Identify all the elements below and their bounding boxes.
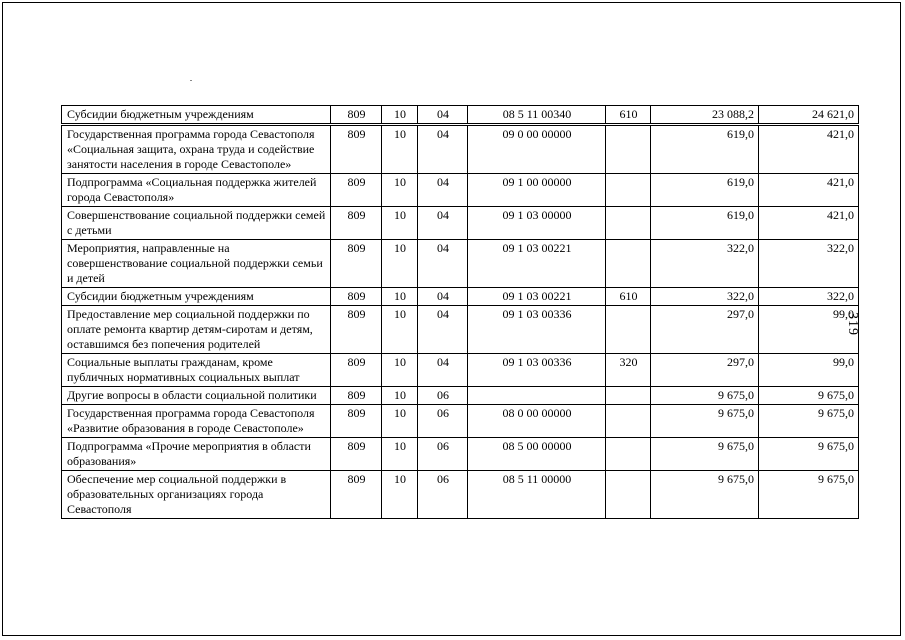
expense-type-code — [606, 387, 651, 405]
row-name: Субсидии бюджетным учреждениям — [62, 288, 331, 306]
target-article-code: 08 5 11 00000 — [468, 471, 606, 519]
target-article-code: 09 1 03 00221 — [468, 240, 606, 288]
subsection-code: 04 — [418, 306, 468, 354]
amount-year-2: 421,0 — [759, 125, 859, 174]
target-article-code: 09 0 00 00000 — [468, 125, 606, 174]
expense-type-code: 610 — [606, 288, 651, 306]
ministry-code: 809 — [331, 106, 382, 125]
amount-year-1: 9 675,0 — [651, 405, 759, 438]
subsection-code: 04 — [418, 106, 468, 125]
target-article-code: 09 1 00 00000 — [468, 174, 606, 207]
section-code: 10 — [382, 387, 418, 405]
amount-year-2: 322,0 — [759, 240, 859, 288]
amount-year-1: 297,0 — [651, 354, 759, 387]
subsection-code: 04 — [418, 207, 468, 240]
subsection-code: 06 — [418, 438, 468, 471]
subsection-code: 04 — [418, 125, 468, 174]
section-code: 10 — [382, 288, 418, 306]
table-row — [62, 306, 859, 354]
row-name: Предоставление мер социальной поддержки по оплате ремонта квартир детям-сиротам и детям, оставшимся без попечения родителей — [62, 306, 331, 354]
amount-year-2: 24 621,0 — [759, 106, 859, 125]
subsection-code: 04 — [418, 354, 468, 387]
expense-type-code — [606, 438, 651, 471]
row-name: Социальные выплаты гражданам, кроме публичных нормативных социальных выплат — [62, 354, 331, 387]
amount-year-1: 322,0 — [651, 240, 759, 288]
ministry-code: 809 — [331, 207, 382, 240]
subsection-code: 06 — [418, 405, 468, 438]
table-row — [62, 387, 859, 405]
row-name: Подпрограмма «Прочие мероприятия в области образования» — [62, 438, 331, 471]
subsection-code: 06 — [418, 471, 468, 519]
section-code: 10 — [382, 471, 418, 519]
amount-year-1: 619,0 — [651, 125, 759, 174]
section-code: 10 — [382, 438, 418, 471]
table-row — [62, 174, 859, 207]
section-code: 10 — [382, 240, 418, 288]
row-name: Другие вопросы в области социальной политики — [62, 387, 331, 405]
amount-year-1: 619,0 — [651, 174, 759, 207]
amount-year-2: 421,0 — [759, 207, 859, 240]
target-article-code: 09 1 03 00221 — [468, 288, 606, 306]
ministry-code: 809 — [331, 354, 382, 387]
page-number: 319 — [845, 312, 860, 336]
section-code: 10 — [382, 174, 418, 207]
section-code: 10 — [382, 106, 418, 125]
expense-type-code — [606, 125, 651, 174]
subsection-code: 04 — [418, 174, 468, 207]
amount-year-2: 9 675,0 — [759, 405, 859, 438]
table-row — [62, 240, 859, 288]
amount-year-2: 9 675,0 — [759, 471, 859, 519]
ministry-code: 809 — [331, 240, 382, 288]
expense-type-code — [606, 306, 651, 354]
ministry-code: 809 — [331, 288, 382, 306]
target-article-code: 08 5 00 00000 — [468, 438, 606, 471]
target-article-code: 09 1 03 00336 — [468, 354, 606, 387]
ministry-code: 809 — [331, 306, 382, 354]
row-name: Мероприятия, направленные на совершенствование социальной поддержки семьи и детей — [62, 240, 331, 288]
amount-year-2: 99,0 — [759, 354, 859, 387]
table-row — [62, 405, 859, 438]
table-row — [62, 354, 859, 387]
target-article-code — [468, 387, 606, 405]
table-row — [62, 288, 859, 306]
table-row — [62, 471, 859, 519]
budget-table-body — [62, 106, 859, 519]
amount-year-1: 23 088,2 — [651, 106, 759, 125]
table-row — [62, 438, 859, 471]
amount-year-1: 9 675,0 — [651, 471, 759, 519]
section-code: 10 — [382, 405, 418, 438]
amount-year-2: 421,0 — [759, 174, 859, 207]
subsection-code: 04 — [418, 240, 468, 288]
amount-year-1: 9 675,0 — [651, 387, 759, 405]
row-name: Обеспечение мер социальной поддержки в образовательных организациях города Севастополя — [62, 471, 331, 519]
amount-year-1: 297,0 — [651, 306, 759, 354]
expense-type-code — [606, 240, 651, 288]
row-name: Совершенствование социальной поддержки семей с детьми — [62, 207, 331, 240]
expense-type-code — [606, 405, 651, 438]
row-name: Государственная программа города Севастополя «Социальная защита, охрана труда и содействие занятости населения в городе Севастополе» — [62, 125, 331, 174]
ministry-code: 809 — [331, 471, 382, 519]
amount-year-2: 9 675,0 — [759, 387, 859, 405]
amount-year-2: 99,0 — [759, 306, 859, 354]
budget-table — [61, 105, 859, 519]
section-code: 10 — [382, 354, 418, 387]
expense-type-code: 320 — [606, 354, 651, 387]
target-article-code: 08 0 00 00000 — [468, 405, 606, 438]
row-name: Подпрограмма «Социальная поддержка жителей города Севастополя» — [62, 174, 331, 207]
subsection-code: 06 — [418, 387, 468, 405]
target-article-code: 09 1 03 00336 — [468, 306, 606, 354]
amount-year-2: 322,0 — [759, 288, 859, 306]
amount-year-1: 322,0 — [651, 288, 759, 306]
amount-year-2: 9 675,0 — [759, 438, 859, 471]
subsection-code: 04 — [418, 288, 468, 306]
row-name: Государственная программа города Севастополя «Развитие образования в городе Севастополе» — [62, 405, 331, 438]
amount-year-1: 619,0 — [651, 207, 759, 240]
table-row — [62, 207, 859, 240]
table-row — [62, 125, 859, 174]
ministry-code: 809 — [331, 438, 382, 471]
ministry-code: 809 — [331, 387, 382, 405]
scan-speck — [190, 80, 192, 81]
target-article-code: 08 5 11 00340 — [468, 106, 606, 125]
ministry-code: 809 — [331, 125, 382, 174]
row-name: Субсидии бюджетным учреждениям — [62, 106, 331, 125]
section-code: 10 — [382, 125, 418, 174]
ministry-code: 809 — [331, 405, 382, 438]
table-row — [62, 106, 859, 125]
section-code: 10 — [382, 207, 418, 240]
section-code: 10 — [382, 306, 418, 354]
target-article-code: 09 1 03 00000 — [468, 207, 606, 240]
ministry-code: 809 — [331, 174, 382, 207]
expense-type-code — [606, 174, 651, 207]
expense-type-code: 610 — [606, 106, 651, 125]
expense-type-code — [606, 207, 651, 240]
amount-year-1: 9 675,0 — [651, 438, 759, 471]
expense-type-code — [606, 471, 651, 519]
